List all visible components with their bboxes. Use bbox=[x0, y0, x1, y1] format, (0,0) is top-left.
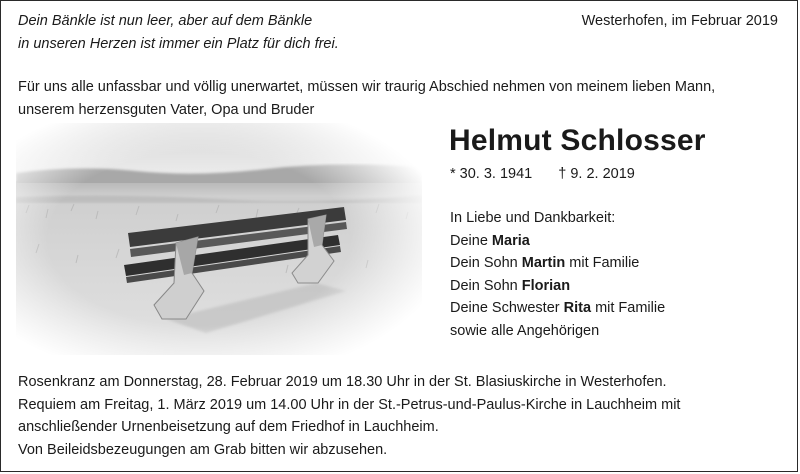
motto bbox=[18, 10, 438, 56]
mourner-name: Rita bbox=[563, 300, 592, 316]
intro-line: unserem herzensguten Vater, Opa und Bruder bbox=[18, 102, 315, 118]
motto-line: Dein Bänkle ist nun leer, aber auf dem Bänkle bbox=[18, 13, 313, 29]
mourner-line bbox=[450, 252, 665, 275]
requiem-line: Requiem am Freitag, 1. März 2019 um 14.00 Uhr in der St.-Petrus-und-Paulus-Kirche in Lauchheim mit bbox=[18, 396, 681, 413]
mourner-suffix: mit Familie bbox=[565, 255, 640, 271]
burial-line: anschließender Urnenbeisetzung auf dem Friedhof in Lauchheim. bbox=[18, 419, 439, 435]
birth-date: * 30. 3. 1941 bbox=[450, 166, 533, 182]
mourner-name: Martin bbox=[521, 255, 566, 271]
mourner-line bbox=[450, 275, 665, 298]
bench-photo bbox=[16, 123, 422, 355]
mourner-name: Maria bbox=[491, 232, 530, 249]
motto-line: in unseren Herzen ist immer ein Platz für dich frei. bbox=[18, 36, 339, 52]
life-dates bbox=[450, 164, 635, 184]
service-details bbox=[18, 371, 788, 461]
mourner-name: Florian bbox=[521, 277, 571, 294]
mourner-relation: Dein Sohn bbox=[450, 255, 522, 271]
mourner-line bbox=[450, 297, 665, 320]
mourner-relation: Deine bbox=[450, 232, 492, 249]
rosary-line: Rosenkranz am Donnerstag, 28. Februar 2019 um 18.30 Uhr in der St. Blasiuskirche in Westerhofen. bbox=[18, 374, 667, 390]
deceased-name: Helmut Schlosser bbox=[449, 124, 706, 157]
intro-text bbox=[18, 76, 788, 122]
death-date: † 9. 2. 2019 bbox=[558, 166, 635, 182]
place-date: Westerhofen, im Februar 2019 bbox=[581, 13, 778, 29]
mourners-closing: sowie alle Angehörigen bbox=[450, 322, 600, 339]
condolence-note: Von Beileidsbezeugungen am Grab bitten wir abzusehen. bbox=[18, 441, 388, 458]
mourners-list bbox=[450, 207, 665, 342]
mourners-heading: In Liebe und Dankbarkeit: bbox=[450, 210, 616, 226]
mourner-relation: Deine Schwester bbox=[450, 300, 564, 316]
mourner-suffix: mit Familie bbox=[591, 300, 666, 316]
intro-line: Für uns alle unfassbar und völlig unerwartet, müssen wir traurig Abschied nehmen von meinem lieben Mann, bbox=[18, 79, 716, 95]
mourner-line bbox=[450, 230, 665, 253]
mourner-relation: Dein Sohn bbox=[450, 277, 522, 294]
